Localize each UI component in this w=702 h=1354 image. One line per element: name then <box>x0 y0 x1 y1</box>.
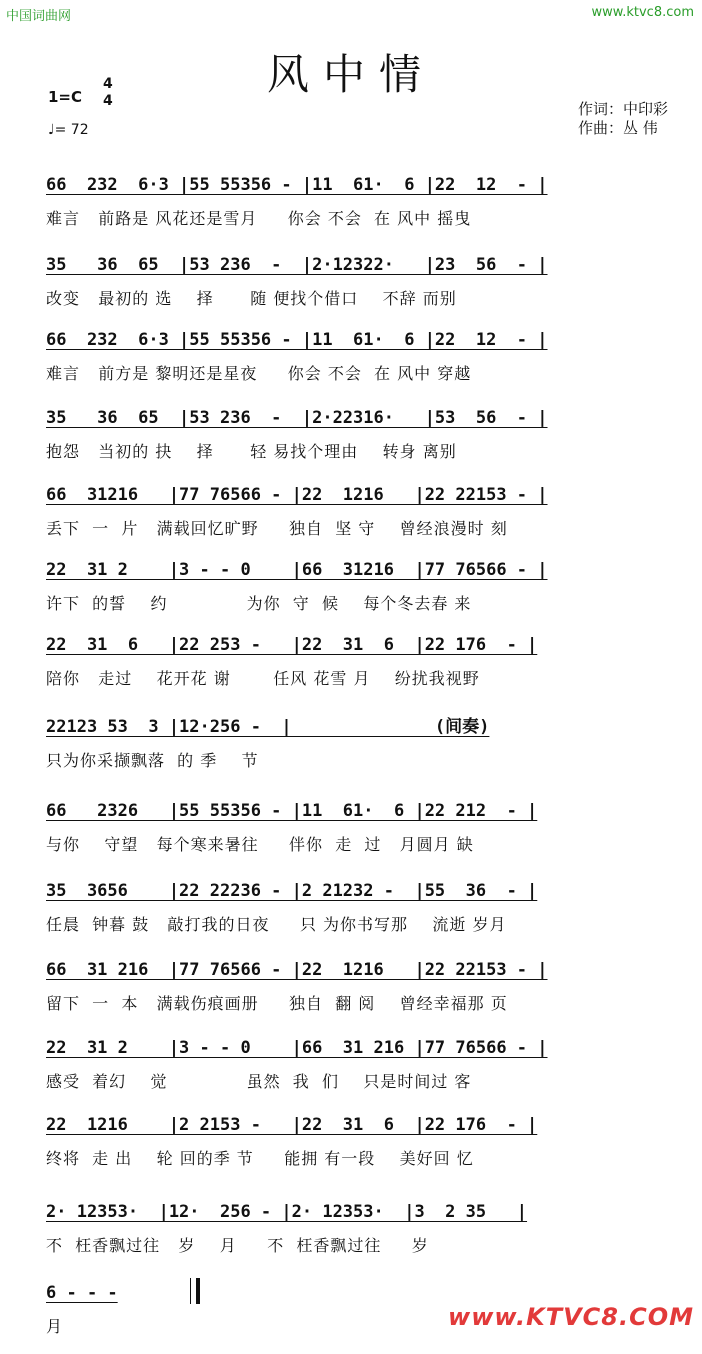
notation-line: 66 232 6·3 |55 55356 - |11 61· 6 |22 12 - | <box>46 175 548 195</box>
lyric-line: 陪你 走过 花开花 谢 任风 花雪 月 纷扰我视野 <box>46 669 480 688</box>
lyric-line: 难言 前方是 黎明还是星夜 你会 不会 在 风中 穿越 <box>46 364 472 383</box>
credits <box>578 100 668 138</box>
site-watermark-bottom: www.KTVC8.COM <box>448 1303 694 1331</box>
lyricist-credit: 作词：中印彩 <box>578 100 669 118</box>
composer-credit: 作曲：丛 伟 <box>578 119 658 137</box>
notation-line: 22 31 2 |3 - - 0 |66 31216 |77 76566 - | <box>46 560 548 580</box>
score-row <box>0 1033 702 1109</box>
notation-line: 35 36 65 |53 236 - |2·22316· |53 56 - | <box>46 408 548 428</box>
notation-line: 2· 12353· |12· 256 - |2· 12353· |3 2 35 | <box>46 1202 528 1222</box>
notation-line: 22123 53 3 |12·256 - | (间奏) <box>46 717 490 737</box>
lyric-line: 与你 守望 每个寒来暑往 伴你 走 过 月圆月 缺 <box>46 835 474 854</box>
lyric-line: 许下 的誓 约 为你 守 候 每个冬去春 来 <box>46 594 472 613</box>
lyric-line: 改变 最初的 选 择 随 便找个借口 不辞 而别 <box>46 289 457 308</box>
score-row <box>0 325 702 401</box>
score-row <box>0 403 702 479</box>
lyric-line: 只为你采撷飘落 的 季 节 <box>46 751 259 770</box>
lyric-line: 难言 前路是 风花还是雪月 你会 不会 在 风中 摇曳 <box>46 209 472 228</box>
notation-line: 6 - - - <box>46 1283 118 1303</box>
lyric-line: 任晨 钟暮 鼓 敲打我的日夜 只 为你书写那 流逝 岁月 <box>46 915 507 934</box>
score-row <box>0 955 702 1031</box>
score-row <box>0 796 702 872</box>
score-row <box>0 170 702 246</box>
notation-line: 22 31 6 |22 253 - |22 31 6 |22 176 - | <box>46 635 538 655</box>
tempo-marking: ♩= 72 <box>48 122 89 138</box>
score-row <box>0 555 702 631</box>
final-barline-thin <box>190 1278 191 1304</box>
lyric-line: 抱怨 当初的 抉 择 轻 易找个理由 转身 离别 <box>46 442 457 461</box>
notation-line: 66 31216 |77 76566 - |22 1216 |22 22153 - | <box>46 485 548 505</box>
time-signature <box>103 76 113 110</box>
lyric-line: 留下 一 本 满载伤痕画册 独自 翻 阅 曾经幸福那 页 <box>46 994 508 1013</box>
meter-top: 4 <box>103 76 113 92</box>
lyric-line: 不 枉香飘过往 岁 月 不 枉香飘过往 岁 <box>46 1236 429 1255</box>
score-row <box>0 876 702 952</box>
score-row <box>0 630 702 706</box>
meter-bottom: 4 <box>103 93 113 109</box>
notation-line: 22 31 2 |3 - - 0 |66 31 216 |77 76566 - | <box>46 1038 548 1058</box>
notation-line: 22 1216 |2 2153 - |22 31 6 |22 176 - | <box>46 1115 538 1135</box>
notation-line: 35 3656 |22 22236 - |2 21232 - |55 36 - | <box>46 881 538 901</box>
lyric-line: 感受 着幻 觉 虽然 我 们 只是时间过 客 <box>46 1072 472 1091</box>
score-row <box>0 480 702 556</box>
key-signature: 1=C <box>48 88 83 106</box>
score-row <box>0 712 702 788</box>
song-title: 风中情 <box>266 50 435 99</box>
lyric-line: 丢下 一 片 满载回忆旷野 独自 坚 守 曾经浪漫时 刻 <box>46 519 508 538</box>
notation-line: 66 31 216 |77 76566 - |22 1216 |22 22153 - | <box>46 960 548 980</box>
score-row <box>0 1110 702 1186</box>
score-row <box>0 250 702 326</box>
score-row <box>0 1197 702 1273</box>
site-watermark-left: 中国词曲网 <box>6 9 72 24</box>
site-watermark-right: www.ktvc8.com <box>591 5 694 20</box>
final-barline-thick <box>196 1278 200 1304</box>
notation-line: 66 2326 |55 55356 - |11 61· 6 |22 212 - | <box>46 801 538 821</box>
lyric-line: 终将 走 出 轮 回的季 节 能拥 有一段 美好回 忆 <box>46 1149 474 1168</box>
notation-line: 66 232 6·3 |55 55356 - |11 61· 6 |22 12 - | <box>46 330 548 350</box>
notation-line: 35 36 65 |53 236 - |2·12322· |23 56 - | <box>46 255 548 275</box>
lyric-line: 月 <box>46 1317 64 1336</box>
